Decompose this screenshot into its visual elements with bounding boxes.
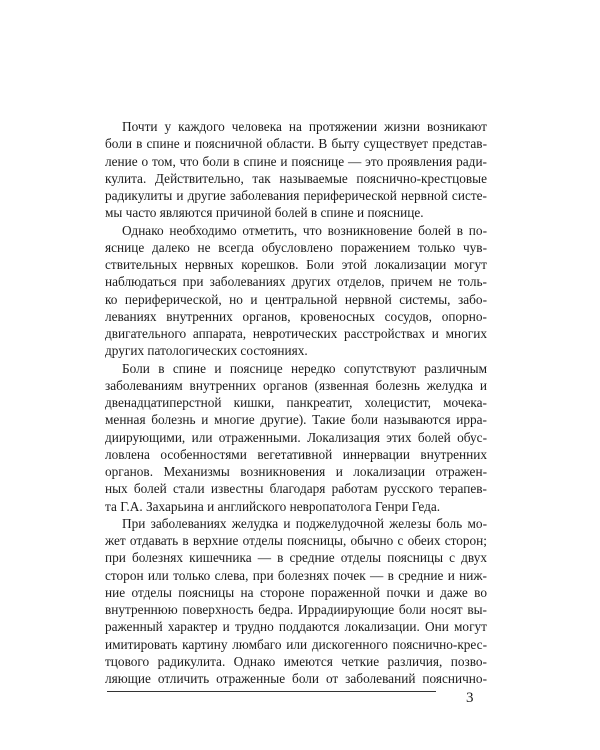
text-line: та Г.А. Захарьина и английского невропатолога Генри Геда.	[105, 498, 441, 514]
page-number: 3	[466, 690, 474, 706]
text-line: мы часто являются причиной болей в спине и пояснице.	[105, 205, 424, 221]
text-line: раженный характер и трудно поддаются локализации. Они могут	[105, 619, 487, 635]
footer-rule	[107, 691, 436, 692]
text-line: имитировать картину люмбаго или дискогенного пояснично-крес-	[105, 636, 487, 652]
text-line: жет отдавать в верхние отделы поясницы, обычно с обеих сторон;	[105, 533, 487, 548]
text-line: других патологических состояниях.	[105, 343, 308, 359]
paragraph-1	[105, 118, 487, 222]
text-line: ко периферической, но и центральной нервной системы, забо-	[105, 291, 487, 307]
text-line: ловлена особенностями вегетативной иннервации внутренних	[105, 446, 487, 462]
text-line: Почти у каждого человека на протяжении жизни возникают	[122, 119, 487, 134]
text-line: леваниях внутренних органов, кровеносных сосудов, опорно-	[105, 308, 487, 324]
text-line: боли в спине и поясничной области. В быту существует представ-	[105, 136, 487, 152]
text-line: радикулиты и другие заболевания периферической нервной систе-	[105, 188, 487, 203]
text-line: ных болей стали известны благодаря работам русского терапев-	[105, 481, 487, 497]
text-line: сторон или только слева, при болезнях почек — в средние и ниж-	[105, 567, 487, 583]
text-line: при болезнях кишечника — в средние отделы поясницы с двух	[105, 550, 487, 566]
text-line: тцового радикулита. Однако имеются четкие различия, позво-	[105, 653, 487, 669]
text-line: ствительных нервных корешков. Боли этой локализации могут	[105, 257, 487, 272]
text-line: яснице далеко не всегда обусловлено поражением только чув-	[105, 239, 487, 255]
text-line: диирующими, или отраженными. Локализация этих болей обус-	[105, 429, 487, 445]
text-line: двигательного аппарата, невротических расстройствах и многих	[105, 326, 487, 341]
text-line: Однако необходимо отметить, что возникновение болей в по-	[122, 222, 487, 238]
text-line: Боли в спине и пояснице нередко сопутствуют различным	[122, 360, 487, 376]
text-line: ление о том, что боли в спине и пояснице — это проявления ради-	[105, 153, 487, 169]
body-text	[105, 118, 487, 687]
text-line: заболеваниям внутренних органов (язвенная болезнь желудка и	[105, 377, 487, 393]
text-line: При заболеваниях желудка и поджелудочной железы боль мо-	[122, 515, 487, 531]
text-line: менная болезнь и многие другие). Такие боли называются ирра-	[105, 412, 487, 428]
text-line: двенадцатиперстной кишки, панкреатит, холецистит, мочека-	[105, 395, 487, 410]
paragraph-3	[105, 360, 487, 515]
text-line: ние отделы поясницы на стороне пораженной почки и даже во	[105, 584, 487, 600]
text-line: кулита. Действительно, так называемые пояснично-крестцовые	[105, 170, 487, 186]
text-line: ляющие отличить отраженные боли от заболеваний пояснично-	[105, 671, 487, 686]
text-line: наблюдаться при заболеваниях других отделов, причем не толь-	[105, 274, 487, 290]
paragraph-4	[105, 515, 487, 688]
text-line: внутреннюю поверхность бедра. Иррадиирующие боли носят вы-	[105, 602, 487, 617]
paragraph-2	[105, 222, 487, 360]
text-line: органов. Механизмы возникновения и локализации отражен-	[105, 464, 487, 479]
